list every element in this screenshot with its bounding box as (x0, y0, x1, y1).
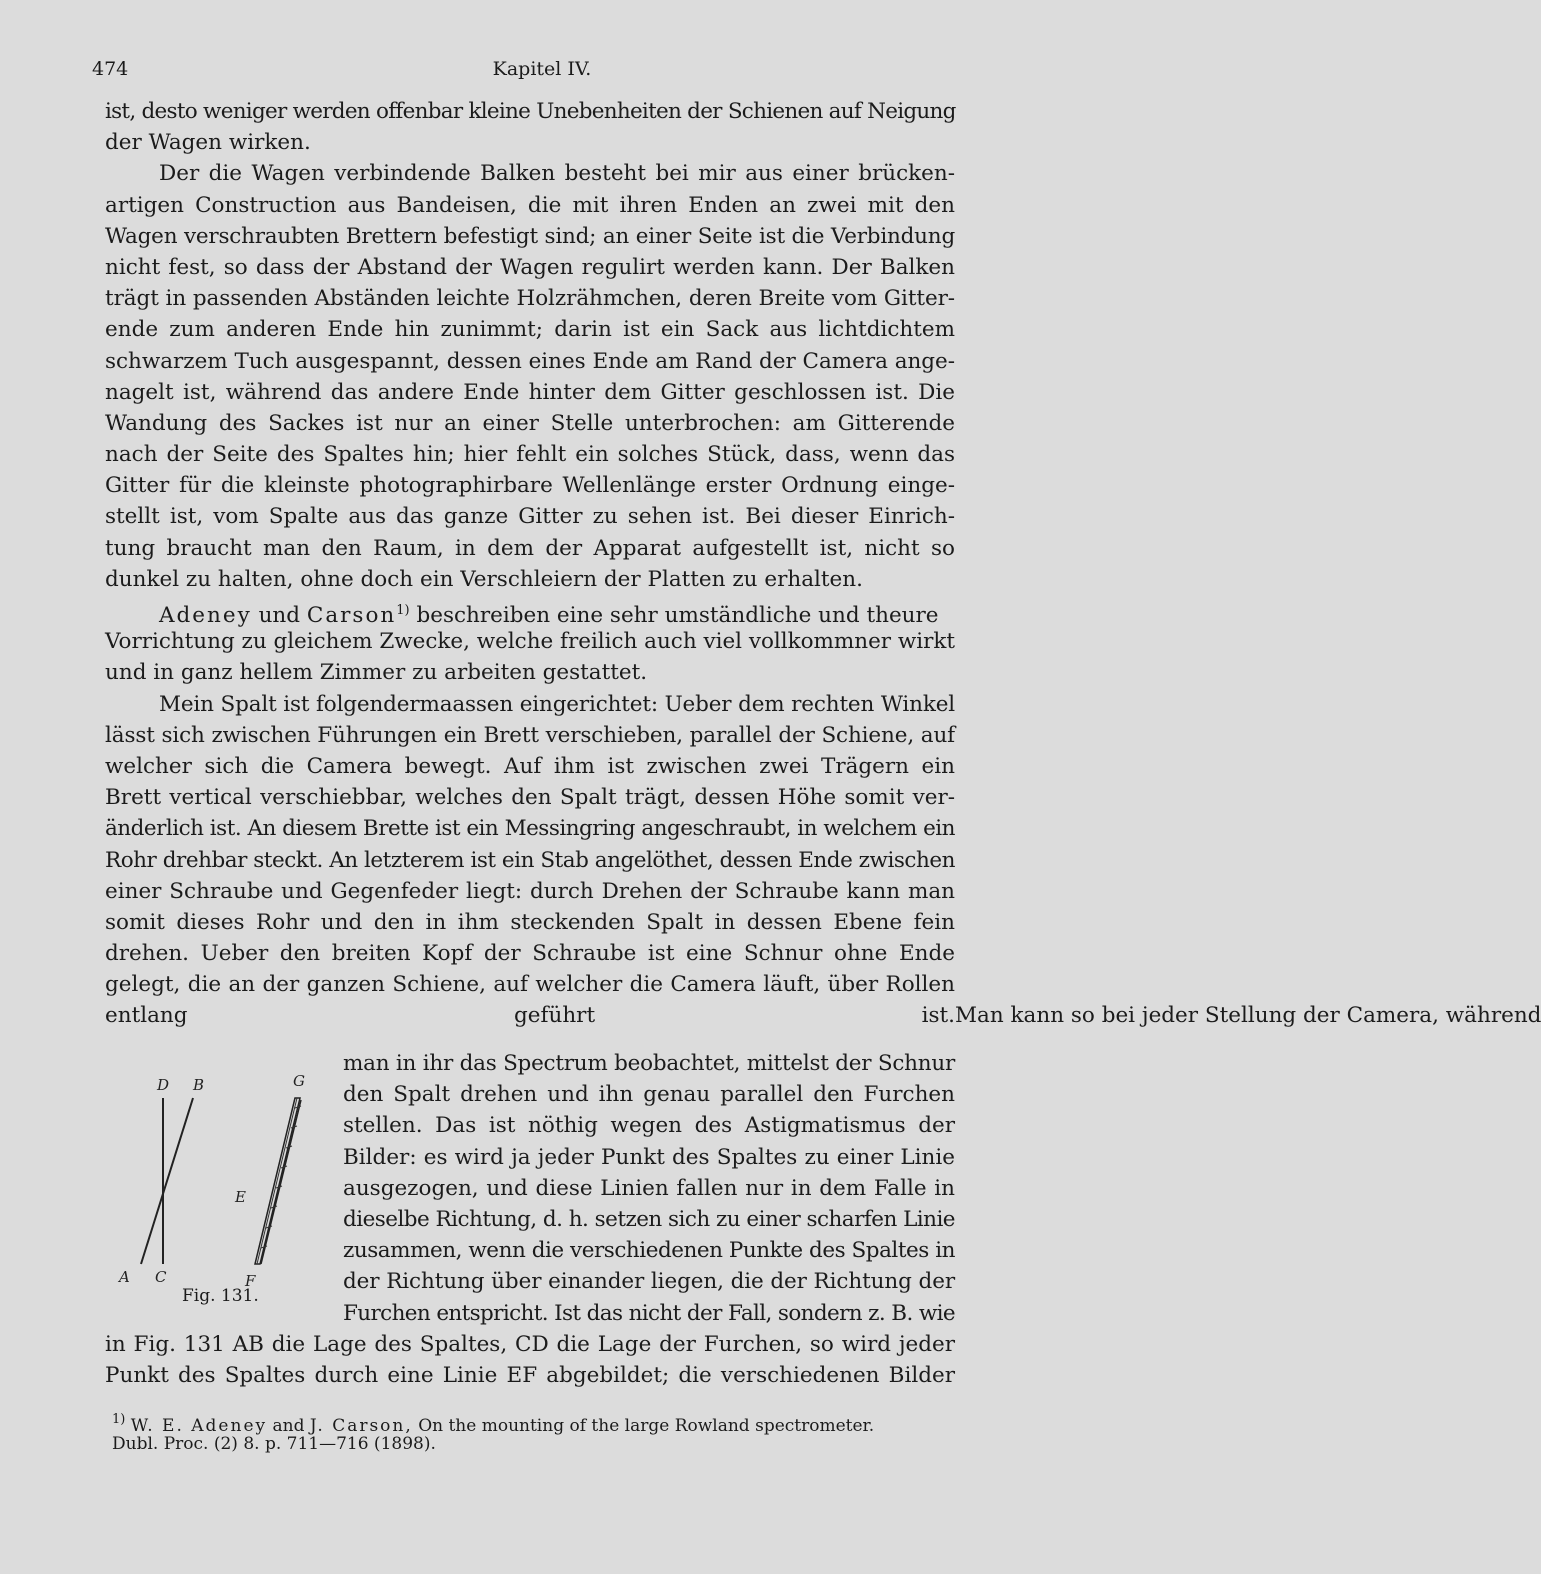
text-line: nagelt ist, während das andere Ende hinter dem Gitter geschlossen ist. Die (105, 379, 955, 405)
text-line: ist, desto weniger werden offenbar kleine Unebenheiten der Schienen auf Neigung (105, 99, 956, 124)
text-line: ausgezogen, und diese Linien fallen nur in dem Falle in (343, 1175, 955, 1201)
text-line: Wandung des Sackes ist nur an einer Stelle unterbrochen: am Gitterende (105, 410, 955, 436)
text-line: stellen. Das ist nöthig wegen des Astigmatismus der (343, 1113, 955, 1139)
label-d: D (157, 1076, 170, 1094)
label-g: G (293, 1072, 305, 1090)
text-line: den Spalt drehen und ihn genau parallel den Furchen (343, 1082, 955, 1108)
author-name: Carson (306, 603, 397, 628)
text-line: Adeney und Carson$^{1)}$ beschreiben eine sehr umständliche und theure (159, 603, 939, 628)
text-line: nach der Seite des Spaltes hin; hier fehlt ein solches Stück, dass, wenn das (105, 442, 955, 468)
body-text-tail (105, 1329, 955, 1391)
label-e: E (235, 1188, 246, 1206)
text-line: Furchen entspricht. Ist das nicht der Fall, sondern z. B. wie (343, 1300, 955, 1326)
text-line: zusammen, wenn die verschiedenen Punkte des Spaltes in (343, 1238, 955, 1264)
footnote-line: $^{1)}$ W. E. Adeney and J. Carson, On the mounting of the large Rowland spectrometer. (112, 1412, 875, 1436)
text-line: Gitter für die kleinste photographirbare Wellenlänge erster Ordnung einge- (105, 473, 955, 499)
text-line: tung braucht man den Raum, in dem der Apparat aufgestellt ist, nicht so (105, 535, 955, 561)
text-line: einer Schraube und Gegenfeder liegt: durch Drehen der Schraube kann man (105, 878, 955, 904)
text-line: schwarzem Tuch ausgespannt, dessen eines Ende am Rand der Camera ange- (105, 348, 955, 374)
slit-furrow-diagram (105, 1068, 330, 1298)
text-line: drehen. Ueber den breiten Kopf der Schraube ist eine Schnur ohne Ende (105, 941, 955, 967)
page-number: 474 (92, 58, 129, 80)
text-line: Mein Spalt ist folgendermaassen eingerichtet: Ueber dem rechten Winkel (159, 691, 956, 717)
label-c: C (155, 1268, 167, 1286)
text-line: der Wagen wirken. (105, 130, 311, 156)
footnote-line: Dubl. Proc. (2) 8. p. 711—716 (1898). (112, 1434, 436, 1454)
text-line: in Fig. 131 AB die Lage des Spaltes, CD die Lage der Furchen, so wird jeder (105, 1332, 955, 1357)
label-f: F (245, 1272, 256, 1290)
text-line: änderlich ist. An diesem Brette ist ein Messingring angeschraubt, in welchem ein (105, 816, 955, 842)
text-line: gelegt, die an der ganzen Schiene, auf welcher die Camera läuft, über Rollen (105, 972, 955, 998)
line-ab (141, 1098, 193, 1264)
text-line: Brett vertical verschiebbar, welches den Spalt trägt, dessen Höhe somit ver- (105, 785, 955, 811)
text-line: artigen Construction aus Bandeisen, die mit ihren Enden an zwei mit den (105, 192, 955, 218)
footnote-marker: 1) (396, 603, 410, 618)
label-b: B (193, 1076, 205, 1094)
text-line: Wagen verschraubten Brettern befestigt sind; an einer Seite ist die Verbindung (105, 223, 955, 249)
text-line: Der die Wagen verbindende Balken besteht bei mir aus einer brücken- (159, 161, 955, 187)
text-line: entlang geführt ist. Man kann so bei jeder Stellung der Camera, während (105, 1003, 1541, 1029)
text-line: Rohr drehbar steckt. An letzterem ist ein Stab angelöthet, dessen Ende zwischen (105, 847, 955, 873)
text-line: man in ihr das Spectrum beobachtet, mittelst der Schnur (343, 1051, 955, 1076)
text-line: somit dieses Rohr und den in ihm steckenden Spalt in dessen Ebene fein (105, 909, 955, 935)
text-line: stellt ist, vom Spalte aus das ganze Gitter zu sehen ist. Bei dieser Einrich- (105, 504, 955, 530)
page-header (92, 58, 952, 88)
text-line: Bilder: es wird ja jeder Punkt des Spaltes zu einer Linie (343, 1144, 955, 1170)
text-line: ende zum anderen Ende hin zunimmt; darin ist ein Sack aus lichtdichtem (105, 317, 955, 343)
text-line: Vorrichtung zu gleichem Zwecke, welche freilich auch viel vollkommner wirkt (105, 629, 955, 655)
author-name: Adeney (159, 603, 252, 628)
text-line: und in ganz hellem Zimmer zu arbeiten gestattet. (105, 660, 648, 686)
text-line: welcher sich die Camera bewegt. Auf ihm ist zwischen zwei Trägern ein (105, 753, 955, 779)
text-line: dieselbe Richtung, d. h. setzen sich zu einer scharfen Linie (343, 1206, 955, 1232)
right-column-text (343, 1048, 955, 1329)
text-line: lässt sich zwischen Führungen ein Brett verschieben, parallel der Schiene, auf (105, 722, 955, 748)
hatched-image-band (255, 1098, 301, 1264)
text-line: trägt in passenden Abständen leichte Holzrähmchen, deren Breite vom Gitter- (105, 286, 955, 312)
footnote (112, 1408, 962, 1456)
body-text (105, 96, 1541, 1032)
footnote-number: 1) (112, 1412, 126, 1427)
text-line: nicht fest, so dass der Abstand der Wagen regulirt werden kann. Der Balken (105, 254, 955, 280)
running-title: Kapitel IV. (492, 58, 592, 80)
text-line: Punkt des Spaltes durch eine Linie EF abgebildet; die verschiedenen Bilder (105, 1363, 955, 1389)
label-a: A (119, 1268, 130, 1286)
figure-caption: Fig. 131. (182, 1286, 259, 1306)
text-line: dunkel zu halten, ohne doch ein Verschleiern der Platten zu erhalten. (105, 566, 863, 592)
text-line: der Richtung über einander liegen, die der Richtung der (343, 1269, 955, 1295)
